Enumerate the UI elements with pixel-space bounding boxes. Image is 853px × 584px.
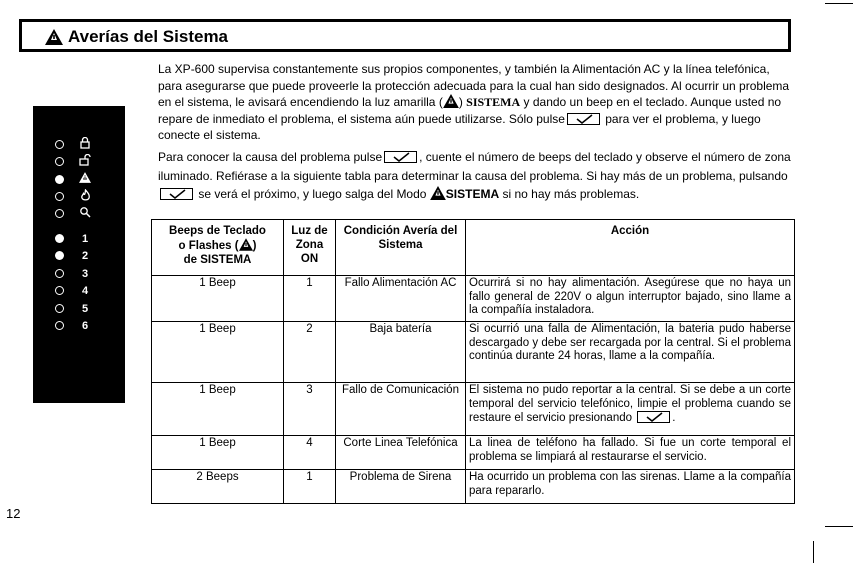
action-text: El sistema no pudo reportar a la central. Si se debe a un corte temporal del servicio telefónico, limpie el problema cuando se restaure el servicio presionando bbox=[469, 384, 791, 424]
check-key-icon bbox=[160, 188, 193, 200]
beeps-cell: 1 Beep bbox=[152, 436, 284, 470]
led-indicator bbox=[55, 304, 64, 313]
crop-mark-top-right bbox=[825, 3, 853, 4]
beeps-cell: 1 Beep bbox=[152, 276, 284, 322]
led-indicator bbox=[55, 192, 64, 201]
zone-cell: 4 bbox=[284, 436, 336, 470]
header-text: ) bbox=[252, 240, 257, 252]
led-indicator bbox=[55, 175, 64, 184]
intro-text: y dando un beep en el teclado. Aunque usted no repare de inmediato el problema, el sistema aún puede utilizarse. Sólo pulse bbox=[158, 95, 782, 126]
intro-paragraph-2 bbox=[158, 148, 794, 204]
led-indicator bbox=[55, 269, 64, 278]
header-zone: Luz de Zona ON bbox=[284, 220, 336, 276]
zone-number: 6 bbox=[81, 320, 89, 332]
warning-icon bbox=[45, 29, 63, 45]
check-key-icon bbox=[384, 151, 417, 163]
zone-number: 5 bbox=[81, 303, 89, 315]
system-word: SISTEMA bbox=[466, 95, 521, 109]
zone-number: 3 bbox=[81, 268, 89, 280]
fire-icon bbox=[78, 189, 92, 205]
intro-text: si no hay más problemas. bbox=[499, 187, 640, 201]
header-text: Beeps de Teclado bbox=[169, 225, 266, 237]
header-action: Acción bbox=[466, 220, 795, 276]
page-title: Averías del Sistema bbox=[68, 27, 229, 46]
page-number: 12 bbox=[6, 506, 21, 521]
keypad-row-zone bbox=[33, 231, 125, 247]
check-key-icon bbox=[567, 113, 600, 125]
keypad-panel bbox=[33, 106, 125, 403]
intro-text: se verá el próximo, y luego salga del Modo bbox=[195, 187, 430, 201]
keypad-row-zone bbox=[33, 283, 125, 299]
keypad-row-service bbox=[33, 206, 125, 222]
zone-number: 2 bbox=[81, 250, 89, 262]
condition-cell: Problema de Sirena bbox=[336, 470, 466, 504]
intro-text: , cuente el número de beeps del teclado y observe el número de zona iluminado. Refiérase a la siguiente tabla para determinar la causa del problema. Si hay más de un problema, pulsando bbox=[158, 150, 791, 183]
action-cell: Si ocurrió una falla de Alimentación, la bateria pudo haberse descargado y debe ser recargada por la central. Si el problema continúa durante 24 horas, llame a la compañía. bbox=[466, 322, 795, 383]
zone-number: 4 bbox=[81, 285, 89, 297]
zone-number: 1 bbox=[81, 233, 89, 245]
intro-text: La XP-600 supervisa constantemente sus propios componentes, y también la Alimentación AC y la línea telefónica, para asegurarse que puede proveerle la protección adecuada para la cual han sido designados. Al ocurrir un problema en el sistema, le avisará encendiendo la luz amarilla ( bbox=[158, 62, 790, 109]
condition-cell: Corte Linea Telefónica bbox=[336, 436, 466, 470]
keypad-row-zone bbox=[33, 266, 125, 282]
table-row bbox=[152, 470, 795, 504]
keypad-row-zone bbox=[33, 301, 125, 317]
action-cell: Ocurrirá si no hay alimentación. Asegúrese que no haya un fallo general de 220V o algun interruptor bajado, sino llame a la compañía instaladora. bbox=[466, 276, 795, 322]
crop-mark-bottom-right bbox=[825, 526, 853, 527]
warning-icon bbox=[78, 172, 92, 188]
beeps-cell: 2 Beeps bbox=[152, 470, 284, 504]
keypad-row-armed bbox=[33, 137, 125, 153]
header-beeps bbox=[152, 220, 284, 276]
keypad-row-zone bbox=[33, 318, 125, 334]
table-row bbox=[152, 322, 795, 383]
intro-text: para ver el problema, y luego conecte el sistema. bbox=[158, 111, 761, 142]
keypad-row-disarmed bbox=[33, 154, 125, 170]
zone-cell: 1 bbox=[284, 470, 336, 504]
condition-cell: Fallo de Comunicación bbox=[336, 383, 466, 436]
header-text: o Flashes ( bbox=[178, 240, 239, 252]
fault-table bbox=[151, 219, 795, 504]
crop-mark-bottom-vertical bbox=[813, 541, 814, 563]
action-text: . bbox=[672, 412, 676, 424]
intro-paragraph-1 bbox=[158, 61, 794, 144]
keypad-row-zone bbox=[33, 248, 125, 264]
led-indicator bbox=[55, 140, 64, 149]
keypad-row-fire bbox=[33, 189, 125, 205]
action-cell: Ha ocurrido un problema con las sirenas. Llame a la compañía para repararlo. bbox=[466, 470, 795, 504]
beeps-cell: 1 Beep bbox=[152, 322, 284, 383]
warning-icon bbox=[443, 94, 459, 108]
led-indicator bbox=[55, 321, 64, 330]
table-header-row bbox=[152, 220, 795, 276]
intro-text: Para conocer la causa del problema pulse bbox=[158, 150, 383, 164]
header-condition: Condición Avería del Sistema bbox=[336, 220, 466, 276]
lock-icon bbox=[78, 137, 92, 153]
action-cell bbox=[466, 383, 795, 436]
system-word: SISTEMA bbox=[445, 187, 500, 201]
check-key-icon bbox=[637, 411, 670, 423]
zone-cell: 1 bbox=[284, 276, 336, 322]
zone-cell: 2 bbox=[284, 322, 336, 383]
beeps-cell: 1 Beep bbox=[152, 383, 284, 436]
warning-icon bbox=[239, 238, 253, 251]
led-indicator bbox=[55, 209, 64, 218]
service-icon bbox=[78, 206, 92, 222]
condition-cell: Baja batería bbox=[336, 322, 466, 383]
unlock-icon bbox=[78, 154, 92, 170]
table-row bbox=[152, 383, 795, 436]
condition-cell: Fallo Alimentación AC bbox=[336, 276, 466, 322]
header-text: de SISTEMA bbox=[183, 254, 252, 266]
led-indicator bbox=[55, 251, 64, 260]
led-indicator bbox=[55, 234, 64, 243]
zone-cell: 3 bbox=[284, 383, 336, 436]
led-indicator bbox=[55, 286, 64, 295]
led-indicator bbox=[55, 157, 64, 166]
section-title-box bbox=[19, 19, 791, 52]
intro-text: ) bbox=[458, 95, 463, 109]
table-row bbox=[152, 276, 795, 322]
warning-icon bbox=[430, 186, 446, 200]
table-row bbox=[152, 436, 795, 470]
action-cell: La linea de teléfono ha fallado. Si fue un corte temporal el problema se limpiará al restaurarse el servicio. bbox=[466, 436, 795, 470]
keypad-row-system bbox=[33, 172, 125, 188]
